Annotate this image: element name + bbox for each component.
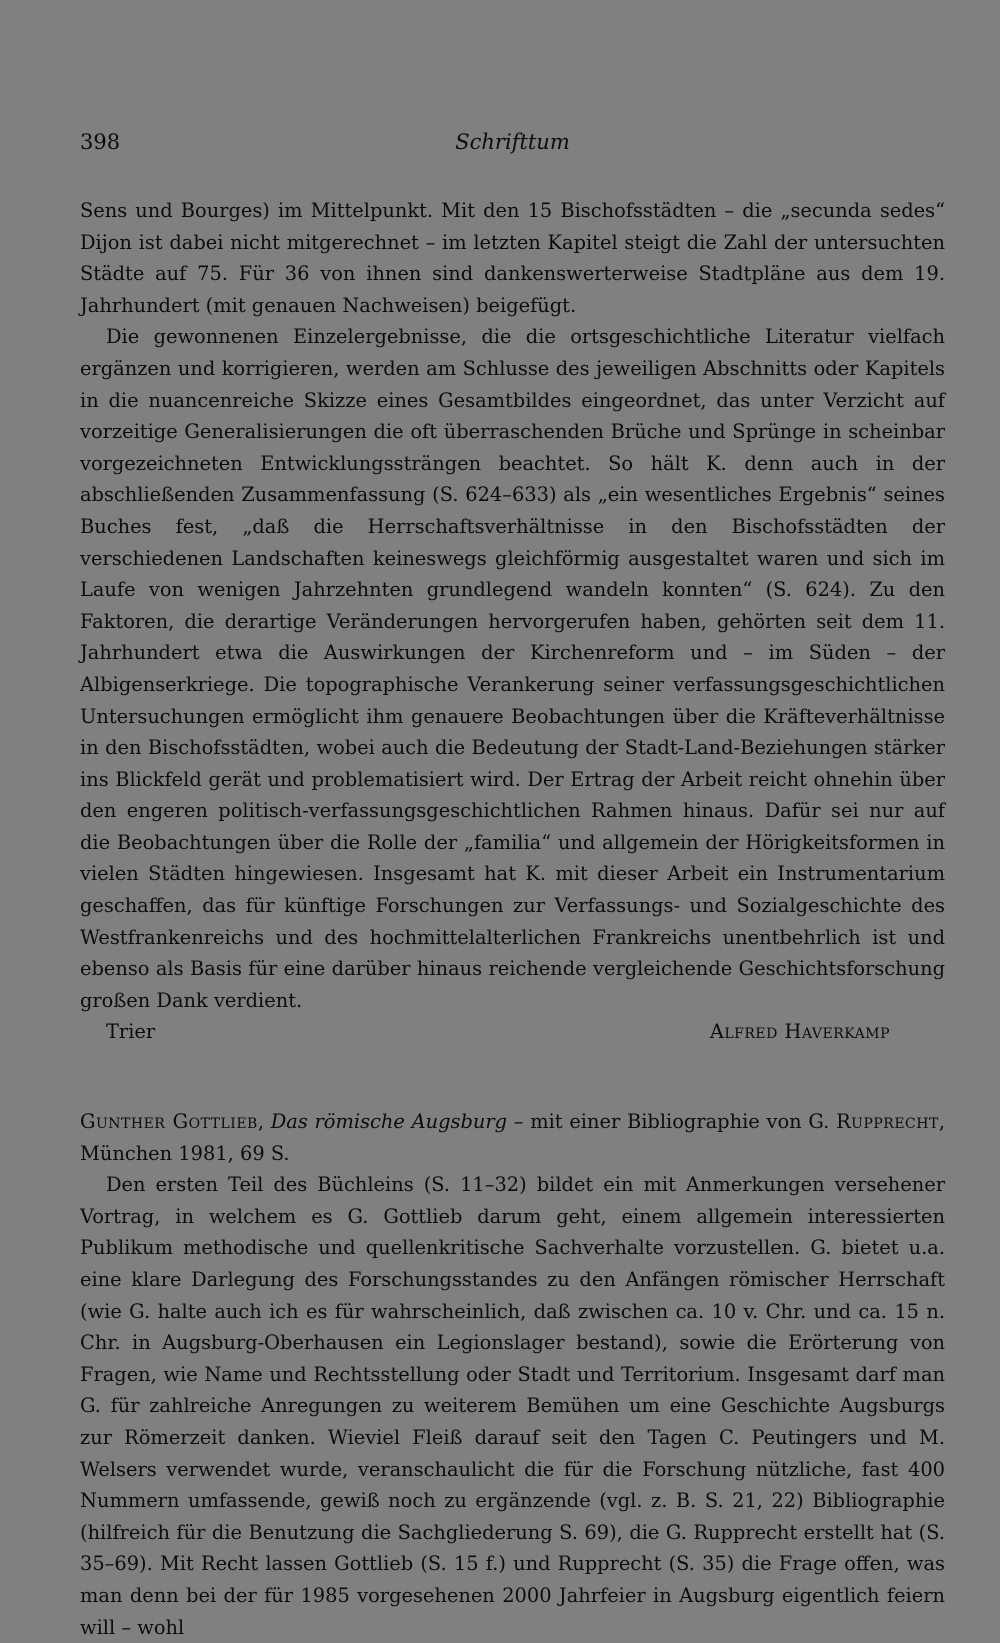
review1-paragraph-2: Die gewonnenen Einzelergebnisse, die die ortsgeschichtliche Literatur vielfach ergänzen und korrigieren, werden am Schlusse des jeweiligen Abschnitts oder Kapitels in die nuancenreiche Skizze eines Gesamtbildes eingeordnet, das unter Verzicht auf vorzeitige Generalisierungen die oft überraschenden Brüche und Sprünge in scheinbar vorgezeichneten Entwicklungssträngen beachtet. So hält K. denn auch in der abschließenden Zusammenfassung (S. 624–633) als „ein wesentliches Ergebnis“ seines Buches fest, „daß die Herrschaftsverhältnisse in den Bischofsstädten der verschiedenen Landschaften keineswegs gleichförmig ausgestaltet waren und sich im Laufe von wenigen Jahrzehnten grundlegend wandeln konnten“ (S. 624). Zu den Faktoren, die derartige Veränderungen hervorgerufen haben, gehörten seit dem 11. Jahrhundert etwa die Auswirkungen der Kirchenreform und – im Süden – der Albigenserkriege. Die topographische Verankerung seiner verfassungsgeschichtlichen Untersuchungen ermöglicht ihm genauere Beobachtungen über die Kräfteverhältnisse in den Bischofsstädten, wobei auch die Bedeutung der Stadt-Land-Beziehungen stärker ins Blickfeld gerät und problematisiert wird. Der Ertrag der Arbeit reicht ohnehin über den engeren politisch-verfassungsgeschichtlichen Rahmen hinaus. Dafür sei nur auf die Beobachtungen über die Rolle der „familia“ und allgemein der Hörigkeitsformen in vielen Städten hingewiesen. Insgesamt hat K. mit dieser Arbeit ein Instrumentarium geschaffen, das für künftige Forschungen zur Verfassungs- und Sozialgeschichte des Westfrankenreichs und des hochmittelalterlichen Frankreichs unentbehrlich ist und ebenso als Basis für eine darüber hinaus reichende vergleichende Geschichtsforschung großen Dank verdient. <box>80 325 945 1012</box>
review2-paragraph-1: Den ersten Teil des Büchleins (S. 11–32) bildet ein mit Anmerkungen versehener Vortrag, in welchem es G. Gottlieb darum geht, einem allgemein interessierten Publikum methodische und quellenkritische Sachverhalte vorzustellen. G. bietet u.a. eine klare Darlegung des Forschungsstandes zu den Anfängen römischer Herrschaft (wie G. halte auch ich es für wahrscheinlich, daß zwischen ca. 10 v. Chr. und ca. 15 n. Chr. in Augsburg-Oberhausen ein Legionslager bestand), sowie die Erörterung von Fragen, wie Name und Rechtsstellung oder Stadt und Territorium. Insgesamt darf man G. für zahlreiche Anregungen zu weiterem Bemühen um eine Geschichte Augsburgs zur Römerzeit danken. Wieviel Fleiß darauf seit den Tagen C. Peutingers und M. Welsers verwendet wurde, veranschaulicht die für die Forschung nützliche, fast 400 Nummern umfassende, gewiß noch zu ergänzende (vgl. z. B. S. 21, 22) Bibliographie (hilfreich für die Benutzung die Sachgliederung S. 69), die G. Rupprecht erstellt hat (S. 35–69). Mit Recht lassen Gottlieb (S. 15 f.) und Rupprecht (S. 35) die Frage offen, was man denn bei der für 1985 vorgesehenen 2000 Jahrfeier in Augsburg eigentlich feiern will – wohl <box>80 1173 945 1639</box>
review2-bibliography-note: – mit einer Bibliographie von G. <box>507 1110 837 1134</box>
section-gap <box>80 1048 945 1106</box>
page-number: 398 <box>80 130 121 154</box>
book-page <box>80 0 945 1639</box>
review2-citation <box>80 1106 945 1169</box>
review1-paragraph-1: Sens und Bourges) im Mittelpunkt. Mit den 15 Bischofsstädten – die „secunda sedes“ Dijon ist dabei nicht mitgerechnet – im letzten Kapitel steigt die Zahl der untersuchten Städte auf 75. Für 36 von ihnen sind dankenswerterweise Stadtpläne aus dem 19. Jahrhundert (mit genauen Nachweisen) beigefügt. <box>80 199 945 317</box>
running-head: Schrifttum <box>455 130 570 154</box>
page-header <box>80 130 945 162</box>
review2-publication: , München 1981, 69 S. <box>80 1110 945 1165</box>
review2-comma: , <box>257 1110 271 1134</box>
review2-coauthor: Rupprecht <box>836 1110 939 1134</box>
review-gottlieb <box>80 1106 945 1643</box>
review1-place: Trier <box>106 1020 156 1044</box>
review2-title: Das römische Augsburg <box>270 1110 508 1134</box>
review1-reviewer: Alfred Haverkamp <box>709 1020 890 1044</box>
review-haverkamp <box>80 195 945 1048</box>
review1-signature <box>80 1016 945 1048</box>
page-body <box>80 195 945 1643</box>
review2-author: Gunther Gottlieb <box>80 1110 258 1134</box>
